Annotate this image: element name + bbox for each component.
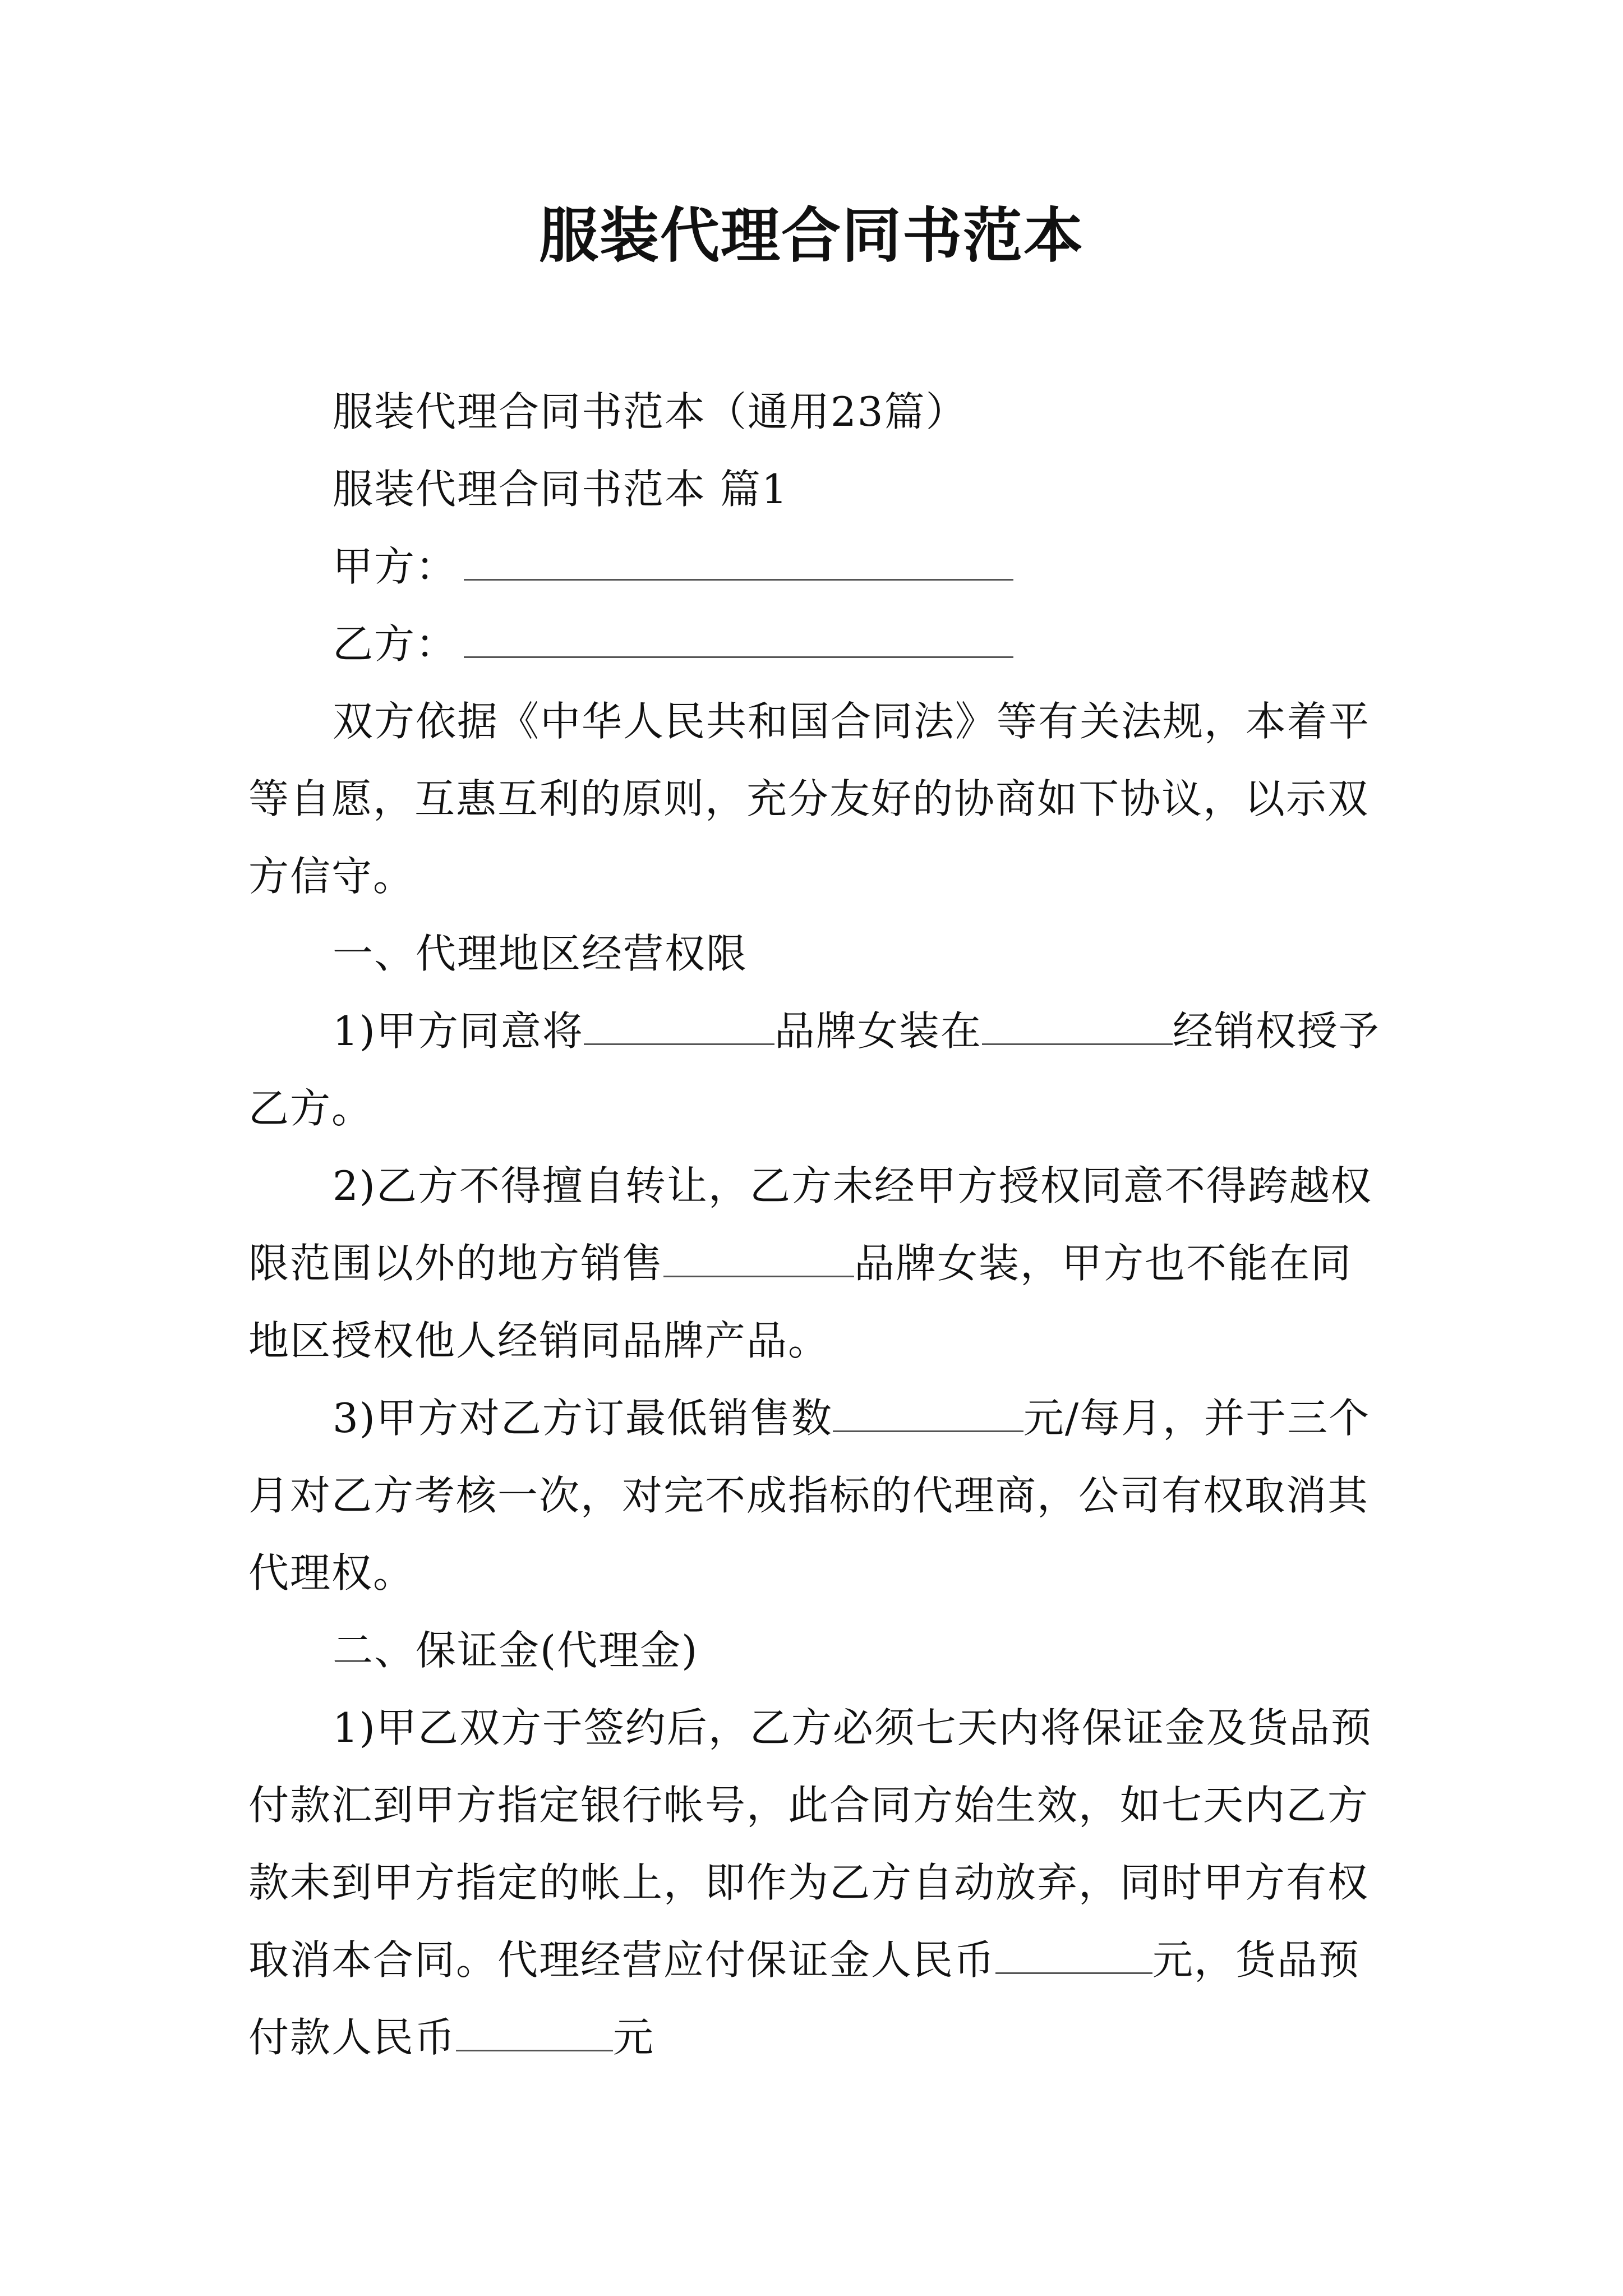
s2-item1-text-c: 元 xyxy=(613,2014,655,2061)
section-2-title: 二、保证金(代理金) xyxy=(333,1627,699,1674)
s1-item3-text-a: 3)甲方对乙方订最低销售数 xyxy=(333,1395,833,1442)
document-title: 服装代理合同书范本 xyxy=(539,200,1084,270)
section-1-item-3 xyxy=(248,1379,1387,1612)
section-1-title: 一、代理地区经营权限 xyxy=(333,930,748,977)
s1-item2-text-a: 2)乙方不得擅自转让，乙方未经甲方授权同意不得跨越权限范围以外的地方销售 xyxy=(248,1162,1372,1287)
min-sales-blank xyxy=(833,1394,1023,1432)
party-a-line xyxy=(248,528,1387,605)
s1-item1-text-c: 经销权授予乙方。 xyxy=(248,1007,1380,1132)
prepayment-blank xyxy=(456,2013,613,2051)
section-heading: 服装代理合同书范本 篇1 xyxy=(333,466,789,513)
subtitle: 服装代理合同书范本（通用23篇） xyxy=(333,388,967,435)
party-b-label: 乙方： xyxy=(333,620,458,668)
brand-blank-2 xyxy=(663,1239,854,1277)
intro-paragraph: 双方依据《中华人民共和国合同法》等有关法规，本着平等自愿，互惠互利的原则，充分友好的协商如下协议，以示双方信守。 xyxy=(248,698,1371,900)
party-b-blank xyxy=(464,620,1013,658)
s1-item3-text-b: 元/每月，并于三个月对乙方考核一次，对完不成指标的代理商，公司有权取消其代理权。 xyxy=(248,1395,1371,1596)
region-blank xyxy=(982,1007,1173,1045)
deposit-blank xyxy=(995,1936,1152,1974)
section-1-item-1 xyxy=(248,992,1387,1147)
document-body xyxy=(248,373,1387,2076)
s1-item2-text-b: 品牌女装，甲方也不能在同地区授权他人经销同品牌产品。 xyxy=(248,1240,1353,1364)
s1-item1-text-b: 品牌女装在 xyxy=(774,1007,982,1055)
party-a-label: 甲方： xyxy=(333,543,458,590)
s2-item1-text-a: 1)甲乙双方于签约后，乙方必须七天内将保证金及货品预付款汇到甲方指定银行帐号，此合同方始生效，如七天内乙方款未到甲方指定的帐上，即作为乙方自动放弃，同时甲方有权取消本合同。代理经营应付保证金人民币 xyxy=(248,1704,1372,1984)
s2-item1-text-b: 元，货品预付款人民币 xyxy=(248,1936,1361,2061)
section-1-item-2 xyxy=(248,1147,1387,1379)
s1-item1-text-a: 1)甲方同意将 xyxy=(333,1007,584,1055)
section-2-item-1 xyxy=(248,1689,1387,2076)
party-a-blank xyxy=(464,542,1013,581)
brand-blank xyxy=(584,1007,774,1045)
party-b-line xyxy=(248,605,1387,683)
